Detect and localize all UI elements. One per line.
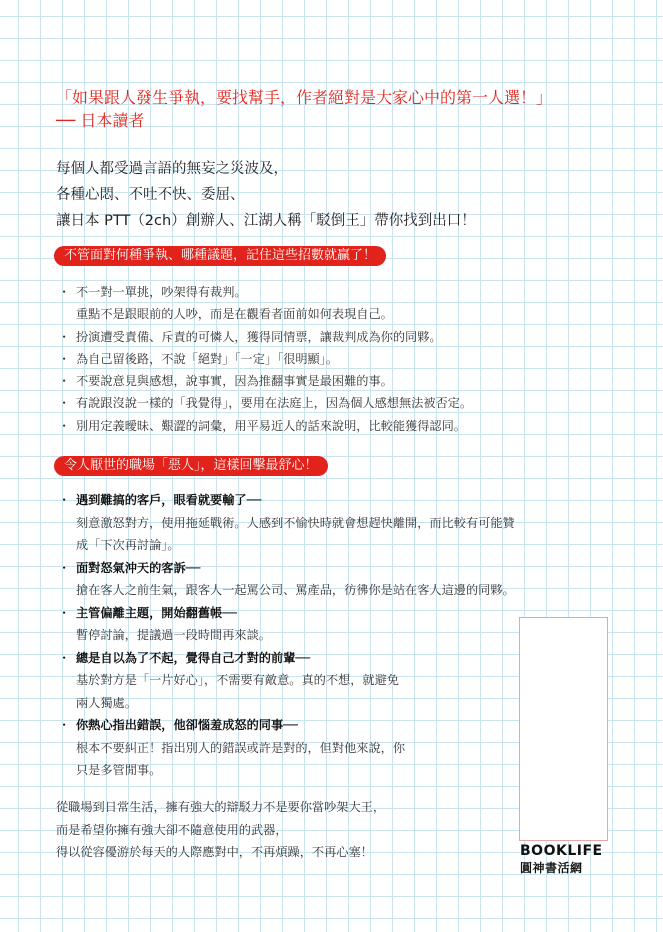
list-item-heading xyxy=(58,489,515,512)
section1-list xyxy=(58,281,472,437)
list-item-heading-text: 遇到難搞的客戶，眼看就要輸了── xyxy=(76,493,262,507)
list-item-body: 暫停討論，提議過一段時間再來談。 xyxy=(76,628,271,642)
bullet: ・ xyxy=(58,329,71,344)
closing-text xyxy=(56,796,385,864)
list-item-body: 搶在客人之前生氣，跟客人一起罵公司、罵產品，彷彿你是站在客人這邊的同夥。 xyxy=(76,583,515,597)
bullet: ・ xyxy=(58,605,71,620)
list-item xyxy=(58,392,472,414)
list-item-heading-text: 總是自以為了不起，覺得自己才對的前輩── xyxy=(76,650,311,665)
list-item-continuation: 重點不是跟眼前的人吵，而是在觀看者面前如何表現自己。 xyxy=(76,307,393,322)
quote-attribution: ── 日本讀者 xyxy=(56,111,145,130)
bullet: ・ xyxy=(58,374,71,389)
closing-line: 得以從容優游於每天的人際應對中，不再煩躁，不再心塞！ xyxy=(56,845,373,859)
list-item-heading-text: 主管偏離主題，開始翻舊帳── xyxy=(76,605,237,620)
list-item-heading xyxy=(58,557,515,580)
quote-line: 「如果跟人發生爭執，要找幫手，作者絕對是大家心中的第一人選！」 xyxy=(56,88,553,107)
list-item-body: 只是多管閒事。 xyxy=(76,763,162,777)
list-item-body: 基於對方是「一片好心」，不需要有敵意。真的不想，就避免 xyxy=(76,673,399,687)
list-item-heading xyxy=(58,714,515,737)
section2-list xyxy=(58,489,515,782)
list-item-heading xyxy=(58,602,515,625)
bullet: ・ xyxy=(58,718,71,732)
list-item-heading xyxy=(58,647,515,670)
brand-name: 圓神書活網 xyxy=(520,861,583,875)
list-item-text: 不要說意見與感想，說事實，因為推翻事實是最困難的事。 xyxy=(76,374,393,389)
bullet: ・ xyxy=(58,493,71,507)
list-item-text: 別用定義曖昧、艱澀的詞彙，用平易近人的話來說明，比較能獲得認同。 xyxy=(76,418,466,433)
section1-heading: 不管面對何種爭執、哪種議題，記住這些招數就贏了！ xyxy=(54,246,386,266)
list-item-body: 刻意激怒對方，使用拖延戰術。人感到不愉快時就會想趕快離開，而比較有可能贊 xyxy=(76,515,515,530)
list-item-body: 根本不要糾正！指出別人的錯誤或許是對的，但對他來說，你 xyxy=(76,740,406,755)
publisher-brand xyxy=(520,843,603,877)
list-item-body: 兩人獨處。 xyxy=(76,695,137,710)
bullet: ・ xyxy=(58,285,71,299)
bullet: ・ xyxy=(58,560,71,575)
list-item xyxy=(58,415,472,437)
intro-line: 每個人都受過言語的無妄之災波及， xyxy=(56,161,288,177)
list-item-heading-text: 你熱心指出錯誤，他卻惱羞成怒的同事── xyxy=(76,718,298,732)
list-item-text: 為自己留後路，不說「絕對」「一定」「很明顯」。 xyxy=(76,351,339,366)
bullet: ・ xyxy=(58,418,71,433)
intro-line: 讓日本 PTT（2ch）創辦人、江湖人稱「駁倒王」帶你找到出口！ xyxy=(56,213,476,229)
bullet: ・ xyxy=(58,351,71,366)
list-item xyxy=(58,348,472,370)
list-item-text: 扮演遭受責備、斥責的可憐人，獲得同情票，讓裁判成為你的同夥。 xyxy=(76,329,442,344)
list-item-text: 不一對一單挑，吵架得有裁判。 xyxy=(76,285,247,299)
section2-heading: 令人厭世的職場「惡人」，這樣回擊最舒心！ xyxy=(54,456,328,476)
reader-quote xyxy=(56,86,552,132)
bullet: ・ xyxy=(58,650,71,665)
intro-text xyxy=(56,156,476,234)
list-item-text: 有說跟沒說一樣的「我覺得」，要用在法庭上，因為個人感想無法被否定。 xyxy=(76,396,473,411)
bullet: ・ xyxy=(58,396,71,411)
closing-line: 而是希望你擁有強大卻不隨意使用的武器， xyxy=(56,822,288,837)
list-item-heading-text: 面對怒氣沖天的客訴── xyxy=(76,560,201,575)
book-image-frame xyxy=(519,617,608,841)
list-item xyxy=(58,370,472,392)
list-item-body: 成「下次再討論」。 xyxy=(76,538,180,552)
closing-line: 從職場到日常生活，擁有強大的辯駁力不是要你當吵架大王， xyxy=(56,800,386,814)
list-item xyxy=(58,326,472,348)
intro-line: 各種心悶、不吐不快、委屈、 xyxy=(56,187,245,203)
list-item xyxy=(58,281,472,303)
booklife-logo: BOOKLIFE xyxy=(520,843,603,859)
